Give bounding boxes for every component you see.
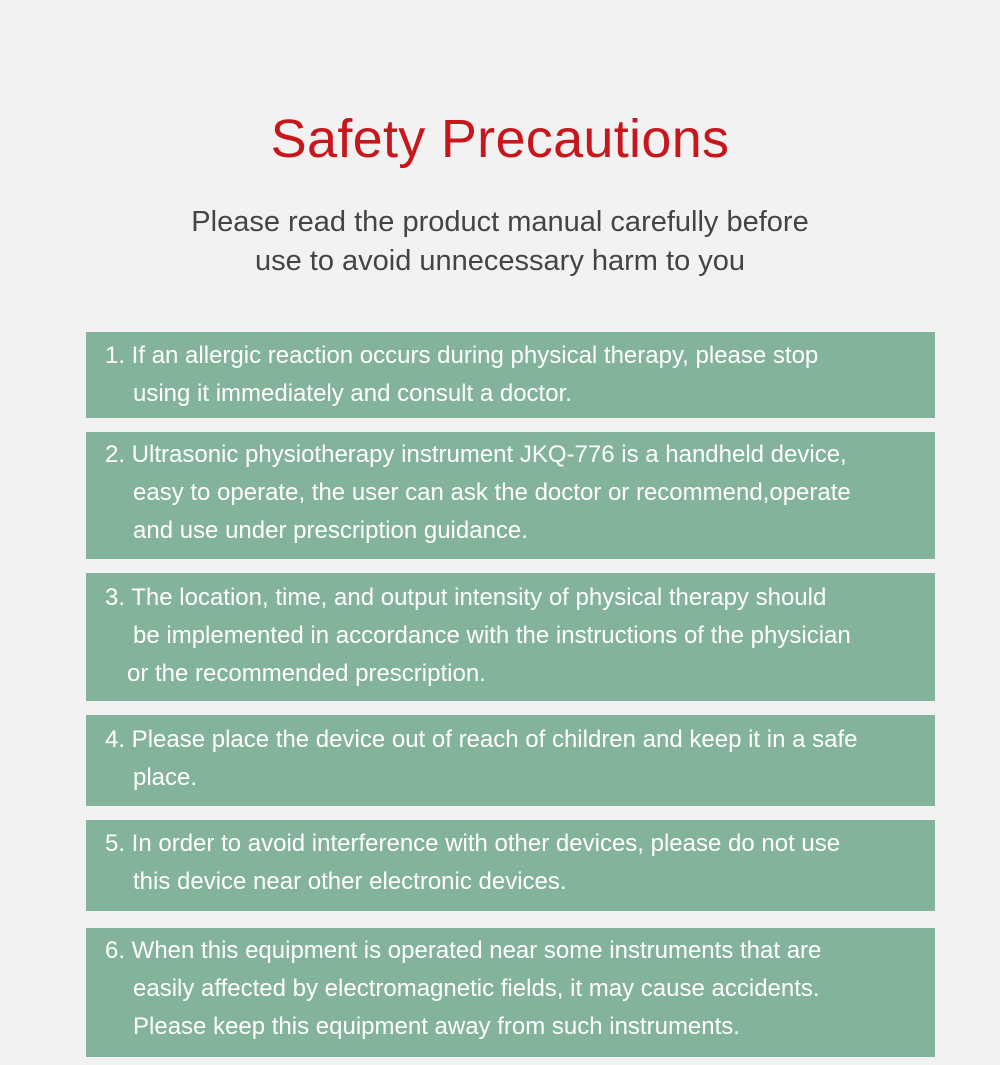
precaution-item-4: [86, 715, 935, 806]
precaution-item-1: [86, 332, 935, 418]
precaution-text-line: place.: [133, 764, 198, 791]
subtitle-line: use to avoid unnecessary harm to you: [254, 245, 746, 277]
precaution-item-2: [86, 432, 935, 559]
page-subtitle: [0, 203, 1000, 281]
precaution-text-line: Please keep this equipment away from such instruments.: [133, 1013, 740, 1040]
precaution-text-line: 1. If an allergic reaction occurs during physical therapy, please stop: [105, 342, 819, 369]
subtitle-line: Please read the product manual carefully before: [191, 206, 809, 238]
precaution-text-line: 5. In order to avoid interference with other devices, please do not use: [105, 830, 841, 857]
precaution-text-line: or the recommended prescription.: [127, 660, 486, 687]
precaution-text-line: easily affected by electromagnetic fields, it may cause accidents.: [133, 975, 820, 1002]
precaution-text-line: easy to operate, the user can ask the doctor or recommend,operate: [133, 479, 851, 506]
precaution-item-3: [86, 573, 935, 701]
precaution-text-line: 3. The location, time, and output intensity of physical therapy should: [105, 584, 827, 611]
precaution-text-line: 4. Please place the device out of reach of children and keep it in a safe: [105, 726, 858, 753]
precaution-text-line: 6. When this equipment is operated near some instruments that are: [105, 937, 822, 964]
precaution-text-line: using it immediately and consult a doctor.: [133, 380, 572, 407]
precaution-item-5: [86, 820, 935, 911]
page-title: Safety Precautions: [270, 109, 730, 169]
precaution-text-line: this device near other electronic devices.: [133, 868, 567, 895]
precaution-text-line: and use under prescription guidance.: [133, 517, 528, 544]
precaution-text-line: be implemented in accordance with the instructions of the physician: [133, 622, 851, 649]
precaution-item-6: [86, 928, 935, 1057]
precaution-text-line: 2. Ultrasonic physiotherapy instrument JKQ-776 is a handheld device,: [105, 441, 847, 468]
